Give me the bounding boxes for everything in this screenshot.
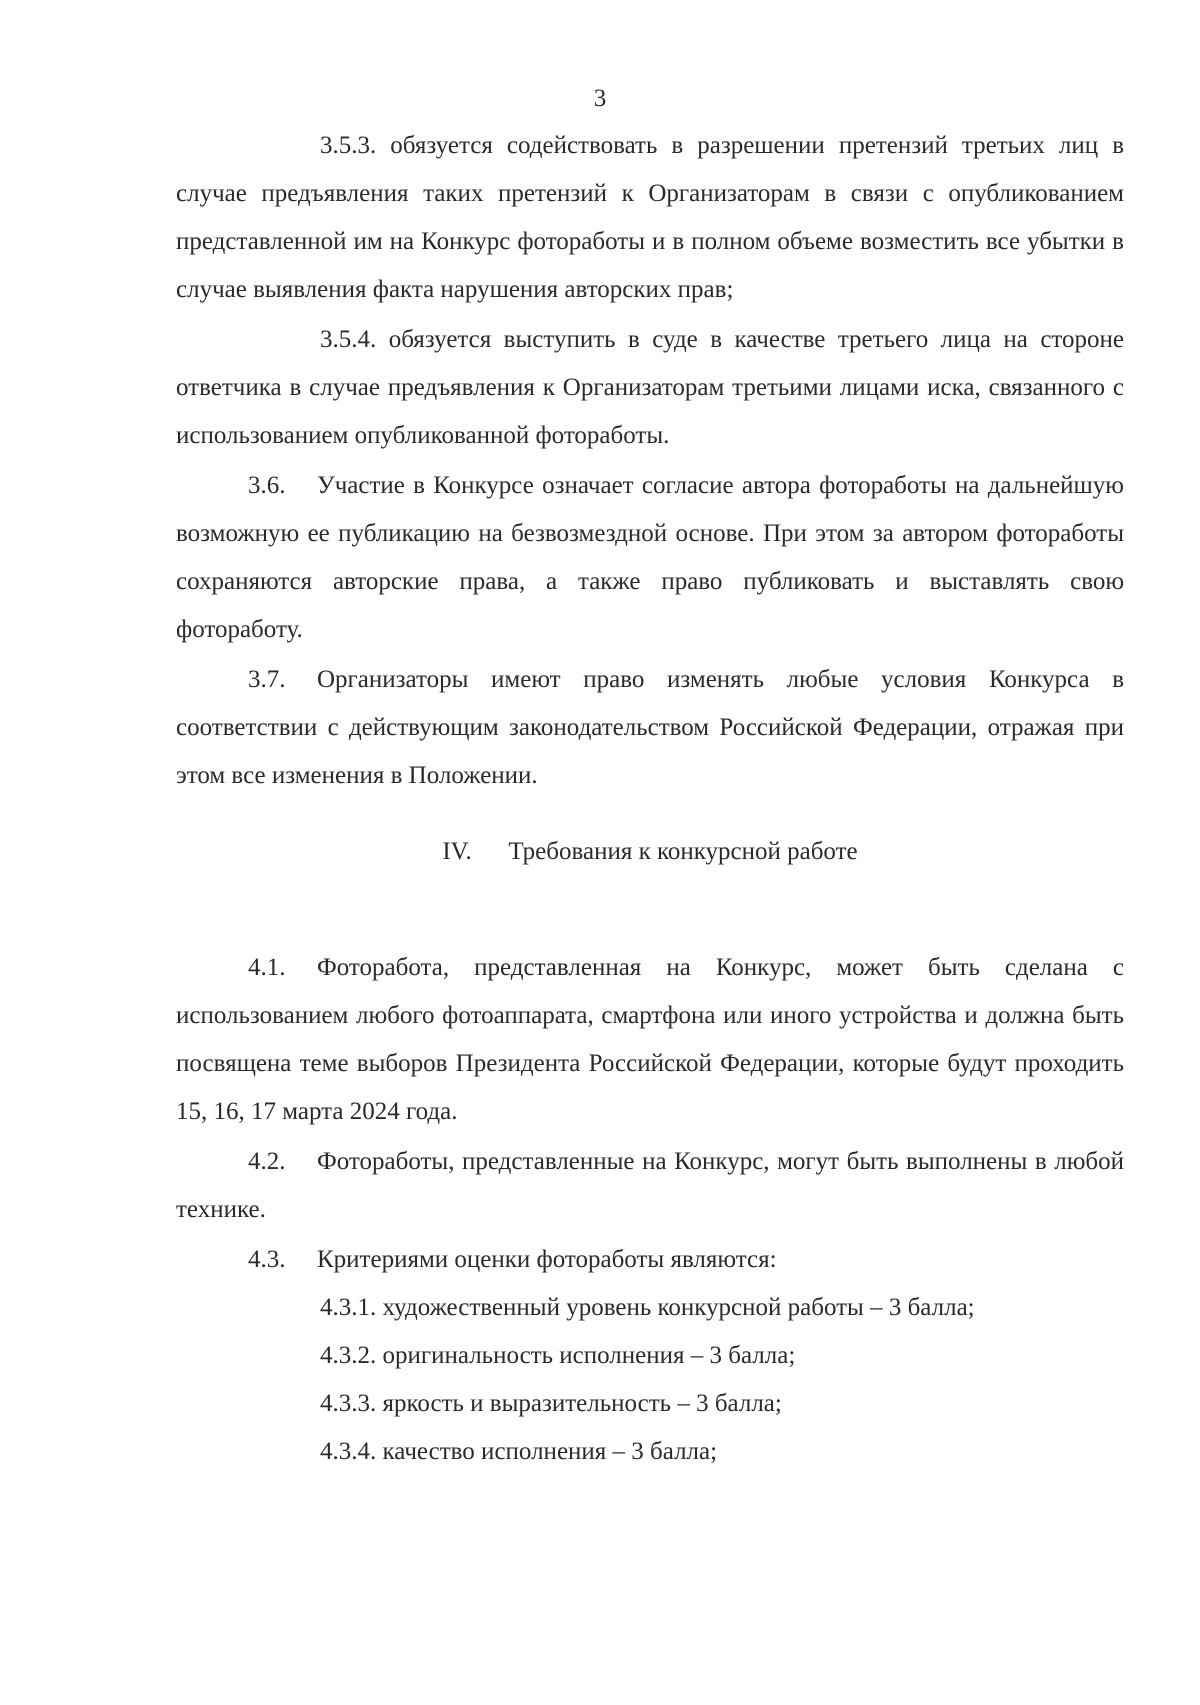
page-number: 3 (593, 85, 607, 112)
criterion-4-3-2 (176, 1332, 1124, 1380)
clause-text: Фотоработы, представленные на Конкурс, могут быть выполнены в любой технике. (176, 1148, 1124, 1223)
criterion-text: оригинальность исполнения – 3 балла; (382, 1342, 796, 1369)
clause-number: 4.2. (248, 1148, 286, 1175)
clause-3-5-3 (176, 122, 1124, 314)
clause-3-7 (176, 656, 1124, 800)
criterion-text: качество исполнения – 3 балла; (382, 1438, 718, 1465)
criterion-number: 4.3.3. (320, 1390, 377, 1417)
clause-4-3 (176, 1236, 1124, 1284)
criterion-number: 4.3.2. (320, 1342, 377, 1369)
criterion-text: яркость и выразительность – 3 балла; (382, 1390, 782, 1417)
criterion-number: 4.3.4. (320, 1438, 377, 1465)
clause-number: 3.5.4. (320, 326, 377, 353)
criterion-4-3-4 (176, 1428, 1124, 1476)
section-heading (176, 828, 1124, 876)
clause-3-6 (176, 462, 1124, 654)
clause-3-5-4 (176, 316, 1124, 460)
document-body (176, 122, 1124, 1476)
section-roman-numeral: IV. (442, 838, 472, 865)
clause-text: Фоторабота, представленная на Конкурс, может быть сделана с использованием любого фотоаппарата, смартфона или иного устройства и должна быть посвящена теме выборов Президента Российской Федерации, которые будут проходить 15, 16, 17 марта 2024 года. (176, 954, 1124, 1125)
section-title-text: Требования к конкурсной работе (508, 838, 858, 865)
clause-text: Участие в Конкурсе означает согласие автора фотоработы на дальнейшую возможную ее публикацию на безвозмездной основе. При этом за автором фотоработы сохраняются авторские права, а также право публиковать и выставлять свою фотоработу. (176, 472, 1124, 643)
clause-text: обязуется выступить в суде в качестве третьего лица на стороне ответчика в случае предъявления к Организаторам третьими лицами иска, связанного с использованием опубликованной фотоработы. (176, 326, 1124, 449)
clause-number: 4.3. (248, 1246, 286, 1273)
criterion-4-3-3 (176, 1380, 1124, 1428)
clause-number: 4.1. (248, 954, 286, 981)
clause-number: 3.5.3. (320, 132, 377, 159)
clause-number: 3.6. (248, 472, 286, 499)
clause-4-1 (176, 944, 1124, 1136)
clause-text: Организаторы имеют право изменять любые условия Конкурса в соответствии с действующим законодательством Российской Федерации, отражая при этом все изменения в Положении. (176, 666, 1124, 789)
criterion-number: 4.3.1. (320, 1294, 377, 1321)
criterion-text: художественный уровень конкурсной работы – 3 балла; (382, 1294, 975, 1321)
clause-number: 3.7. (248, 666, 286, 693)
clause-text: обязуется содействовать в разрешении претензий третьих лиц в случае предъявления таких претензий к Организаторам в связи с опубликованием представленной им на Конкурс фотоработы и в полном объеме возместить все убытки в случае выявления факта нарушения авторских прав; (176, 132, 1125, 303)
clause-4-2 (176, 1138, 1124, 1234)
criterion-4-3-1 (176, 1284, 1124, 1332)
clause-text: Критериями оценки фотоработы являются: (317, 1246, 777, 1273)
